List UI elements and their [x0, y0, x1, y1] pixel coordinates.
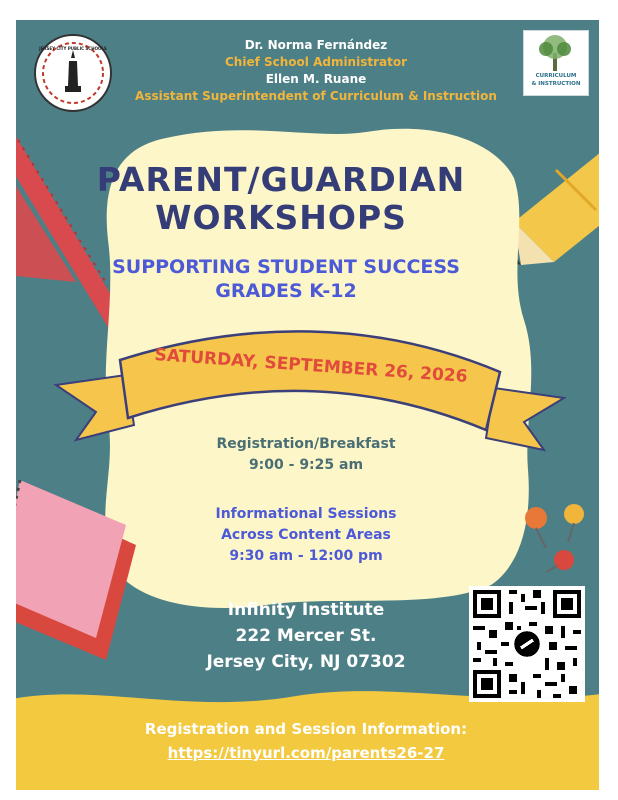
flyer	[16, 20, 599, 790]
registration-link[interactable]: https://tinyurl.com/parents26-27	[167, 744, 445, 762]
subtitle-line-2: GRADES K-12	[215, 280, 357, 302]
logo-curriculum-text: CURRICULUM	[535, 73, 577, 79]
sessions-time: 9:30 am - 12:00 pm	[229, 548, 383, 564]
title-line-1: PARENT/GUARDIAN	[96, 160, 466, 199]
registration-time: 9:00 - 9:25 am	[248, 457, 364, 473]
qr-code-icon	[469, 586, 585, 702]
pencil-icon	[513, 140, 599, 265]
footer-link-row	[56, 744, 556, 762]
superintendent-title: Assistant Superintendent of Curriculum & Instruction	[135, 89, 497, 103]
superintendent-name: Ellen M. Ruane	[265, 72, 367, 86]
footer-label: Registration and Session Information:	[144, 720, 468, 738]
district-seal-text: JERSEY CITY PUBLIC SCHOOLS	[39, 46, 107, 51]
title-line-2: WORKSHOPS	[155, 198, 407, 237]
sessions-label-2: Across Content Areas	[221, 527, 391, 543]
event-date: SATURDAY, SEPTEMBER 26, 2026	[153, 345, 469, 387]
sessions-label-1: Informational Sessions	[215, 506, 397, 522]
qr-code[interactable]	[469, 586, 585, 702]
venue-city: Jersey City, NJ 07302	[206, 652, 406, 672]
venue-street: 222 Mercer St.	[235, 626, 377, 646]
administrator-name: Dr. Norma Fernández	[244, 38, 388, 52]
footer-wave	[16, 691, 599, 790]
logo-instruction-text: & INSTRUCTION	[531, 81, 581, 87]
push-pin-icon	[525, 504, 584, 572]
registration-label: Registration/Breakfast	[216, 436, 396, 452]
administrator-title: Chief School Administrator	[224, 55, 408, 69]
subtitle-line-1: SUPPORTING STUDENT SUCCESS	[112, 256, 460, 278]
venue-name: Infinity Institute	[227, 600, 385, 620]
